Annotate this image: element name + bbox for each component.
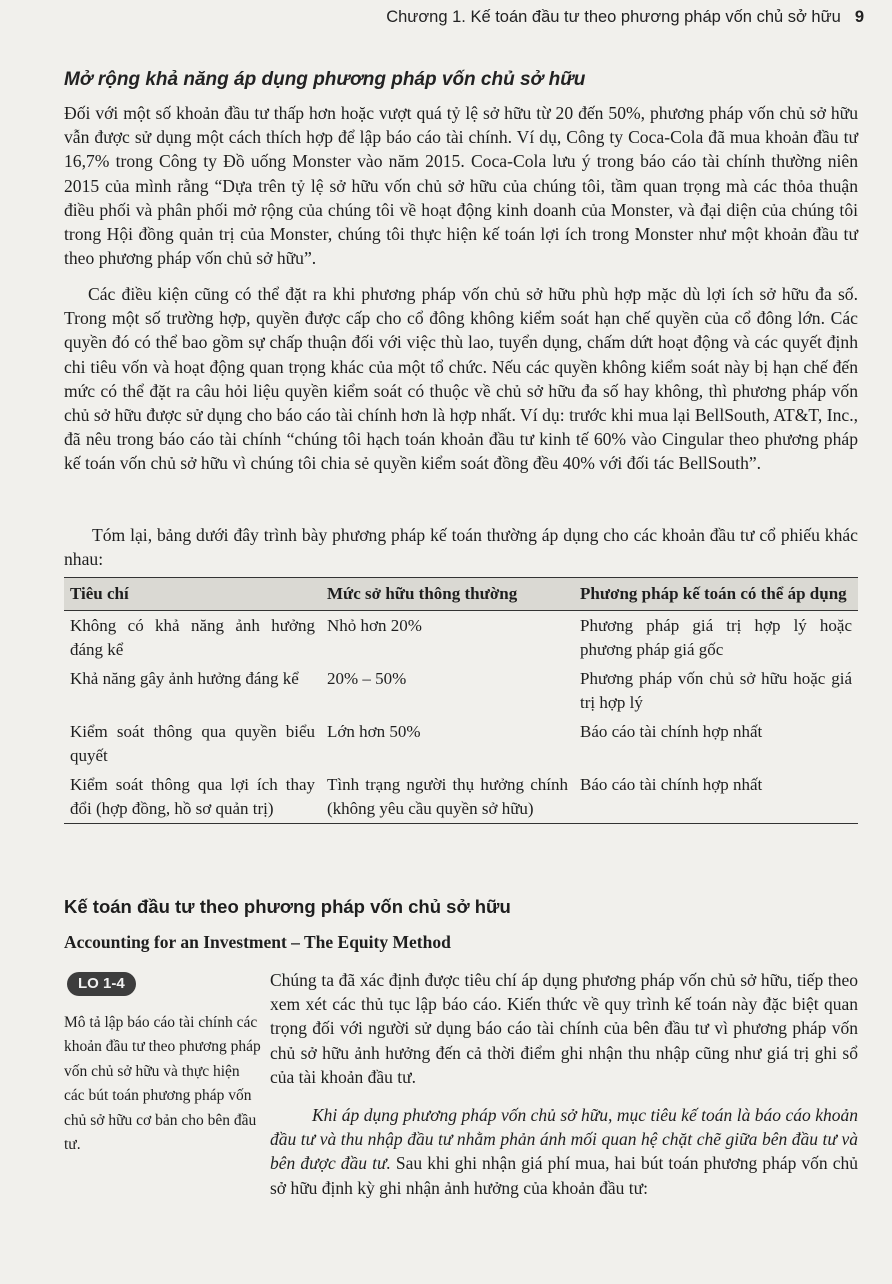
table-row <box>64 770 858 824</box>
accounting-methods-table <box>64 577 858 824</box>
table-cell: Phương pháp giá trị hợp lý hoặc phương pháp giá gốc <box>580 616 852 659</box>
italic-objective-text: Khi áp dụng phương pháp vốn chủ sở hữu, mục tiêu kế toán là báo cáo khoản đầu tư và thu nhập đầu tư nhằm phản ánh mối quan hệ chặt chẽ giữa bên đầu tư và bên được đầu tư. <box>270 1105 858 1174</box>
table-cell: Báo cáo tài chính hợp nhất <box>580 775 763 794</box>
table-cell: Khả năng gây ảnh hưởng đáng kể <box>70 669 299 688</box>
objective-continuation: Sau khi ghi nhận giá phí mua, hai bút toán phương pháp vốn chủ sở hữu định kỳ ghi nhận ảnh hưởng của khoản đầu tư: <box>270 1153 859 1198</box>
paragraph-majority-conditions: Các điều kiện cũng có thể đặt ra khi phương pháp vốn chủ sở hữu phù hợp mặc dù lợi ích sở hữu đa số. Trong một số trường hợp, quyền được cấp cho cổ đông không kiểm soát hạn chế quyền của cổ đông lớn. Các quyền đó có thể bao gồm sự chấp thuận đối với việc thù lao, tuyển dụng, chấm dứt hoạt động và các quyết định chi tiêu vốn và hoạt động quan trọng khác của một tổ chức. Nếu các quyền không kiểm soát này bị hạn chế đến mức có thể đặt ra câu hỏi liệu quyền kiểm soát có thuộc về chủ sở hữu đa số hay không, thì phương pháp vốn chủ sở hữu được sử dụng cho báo cáo tài chính hơn là hợp nhất. Ví dụ: trước khi mua lại BellSouth, AT&T, Inc., đã nêu trong báo cáo tài chính “chúng tôi hạch toán khoản đầu tư kinh tế 60% vào Cingular theo phương pháp kế toán vốn chủ sở hữu vì chúng tôi chia sẻ quyền kiểm soát đồng đều 40% với đối tác BellSouth”. <box>64 284 858 474</box>
running-header <box>60 6 864 28</box>
chapter-title: Chương 1. Kế toán đầu tư theo phương pháp vốn chủ sở hữu <box>386 8 841 26</box>
table-cell: Lớn hơn 50% <box>327 722 421 741</box>
table-cell: Kiểm soát thông qua quyền biểu quyết <box>70 722 315 765</box>
paragraph-procedures: Chúng ta đã xác định được tiêu chí áp dụng phương pháp vốn chủ sở hữu, tiếp theo xem xét các thủ tục lập báo cáo. Kiến thức về quy trình kế toán này đặc biệt quan trọng đối với người sử dụng báo cáo tài chính của bên đầu tư vì phương pháp vốn chủ sở hữu ảnh hưởng đến cả thời điểm ghi nhận thu nhập cũng như giá trị ghi sổ của tài khoản đầu tư. <box>270 970 858 1087</box>
paragraph-summary-intro: Tóm lại, bảng dưới đây trình bày phương pháp kế toán thường áp dụng cho các khoản đầu tư cổ phiếu khác nhau: <box>64 525 858 570</box>
column-header-ownership: Mức sở hữu thông thường <box>327 584 518 603</box>
section-title: Kế toán đầu tư theo phương pháp vốn chủ sở hữu <box>64 896 511 917</box>
section-subtitle: Accounting for an Investment – The Equity Method <box>64 932 451 952</box>
table-header-row <box>64 578 858 611</box>
learning-objective-description: Mô tả lập báo cáo tài chính các khoản đầu tư theo phương pháp vốn chủ sở hữu và thực hiện các bút toán phương pháp vốn chủ sở hữu cơ bản cho bên đầu tư. <box>64 1014 261 1154</box>
section-heading: Mở rộng khả năng áp dụng phương pháp vốn chủ sở hữu <box>64 69 586 90</box>
table-cell: Không có khả năng ảnh hưởng đáng kể <box>70 616 315 659</box>
table-cell: 20% – 50% <box>327 669 407 688</box>
table-cell: Báo cáo tài chính hợp nhất <box>580 722 763 741</box>
table-cell: Nhỏ hơn 20% <box>327 616 422 635</box>
table-cell: Phương pháp vốn chủ sở hữu hoặc giá trị hợp lý <box>580 669 852 712</box>
learning-objective-badge: LO 1-4 <box>67 972 136 996</box>
paragraph-coca-cola: Đối với một số khoản đầu tư thấp hơn hoặc vượt quá tỷ lệ sở hữu từ 20 đến 50%, phương pháp vốn chủ sở hữu vẫn được sử dụng một cách thích hợp để lập báo cáo tài chính. Ví dụ, Công ty Coca-Cola đã mua khoản đầu tư 16,7% trong Công ty Đồ uống Monster vào năm 2015. Coca-Cola lưu ý trong báo cáo tài chính thường niên 2015 của mình rằng “Dựa trên tỷ lệ sở hữu vốn chủ sở hữu của chúng tôi, tầm quan trọng mà các thỏa thuận điều phối và phân phối mở rộng của chúng tôi về hoạt động kinh doanh của Monster, và đại diện của chúng tôi trong Hội đồng quản trị của Monster, chúng tôi thực hiện kế toán lợi ích trong Monster như một khoản đầu tư theo phương pháp vốn chủ sở hữu”. <box>64 103 858 269</box>
table-row <box>64 611 858 665</box>
table-cell: Tình trạng người thụ hưởng chính (không yêu cầu quyền sở hữu) <box>327 775 568 818</box>
table-row <box>64 717 858 770</box>
column-header-method: Phương pháp kế toán có thể áp dụng <box>580 584 847 603</box>
column-header-criteria: Tiêu chí <box>70 584 129 603</box>
paragraph-objective <box>270 1103 858 1200</box>
table-row <box>64 664 858 717</box>
page-number: 9 <box>854 8 864 26</box>
table-cell: Kiểm soát thông qua lợi ích thay đổi (hợp đồng, hồ sơ quản trị) <box>70 775 315 818</box>
